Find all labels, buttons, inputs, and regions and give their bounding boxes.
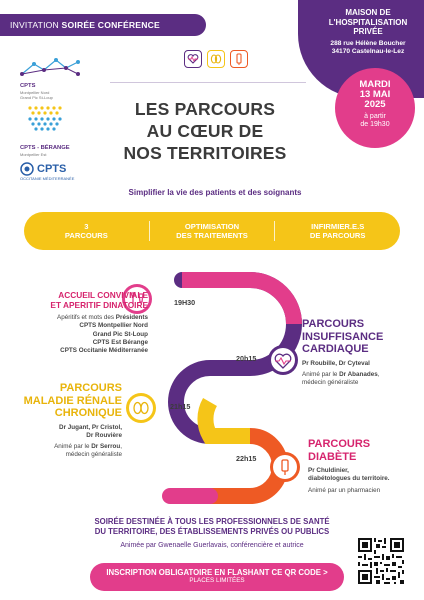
venue-name-line: L'HOSPITALISATION [328, 17, 408, 27]
block-title-line: ET APERITIF DINATOIRE [50, 300, 148, 310]
date-day-month: 13 MAI [359, 89, 391, 100]
block-text [22, 424, 122, 460]
audience-line: DU TERRITOIRE, DES ÉTABLISSEMENTS PRIVÉS OU PUBLICS [94, 527, 330, 536]
venue-name-line: MAISON DE [345, 8, 391, 17]
date-weekday: MARDI [359, 79, 391, 90]
speakers: Dr Jugant, Pr Cristol, [59, 423, 122, 431]
block-title-line: PARCOURS [59, 382, 122, 394]
block-text [302, 360, 412, 388]
title-line: AU CŒUR DE [146, 121, 264, 141]
insulin-pen-icon [268, 450, 302, 484]
heart-icon [184, 50, 202, 68]
subtitle: Simplifier la vie des patients et des soignants [128, 188, 302, 197]
highlight-line: OPTIMISATION [184, 221, 240, 231]
logo-name: CPTS [20, 83, 36, 89]
block-title-line: INSUFFISANCE [302, 330, 384, 343]
highlight-line: 3 [84, 221, 89, 231]
highlight-line: DE PARCOURS [309, 231, 366, 240]
block-title-line: MALADIE RÉNALE [23, 394, 122, 407]
logo-cpts-berange [20, 102, 90, 157]
logo-subtitle: Montpellier Est [20, 152, 47, 157]
animator-role: médecin généraliste [302, 379, 359, 387]
animator: Animé par un pharmacien [308, 486, 381, 494]
block-title [22, 382, 122, 420]
logo-subtitle: OCCITANIE MÉDITERRANÉE [20, 176, 75, 181]
animated-suffix: , [377, 370, 380, 378]
block-title-line: CHRONIQUE [54, 407, 122, 419]
title-line: NOS TERRITOIRES [123, 143, 287, 163]
insulin-pen-icon [230, 50, 248, 68]
highlight-infirmiers [275, 222, 400, 241]
block-intro: Apéritifs et mots des [57, 314, 116, 321]
block-title [308, 438, 416, 463]
venue-info [316, 8, 420, 56]
organisation: CPTS Occitanie Méditerranée [60, 347, 148, 355]
title-line: LES PARCOURS [134, 99, 276, 119]
block-maladie-renale [22, 382, 122, 460]
block-title-line: ACCUEIL CONVIVIALE [58, 290, 148, 300]
block-title-line: DIABÈTE [308, 450, 357, 463]
qr-code[interactable] [356, 536, 406, 586]
time-label: 22h15 [236, 454, 257, 463]
highlight-parcours [24, 222, 149, 241]
date-year: 2025 [364, 99, 386, 110]
kidney-icon [207, 50, 225, 68]
animator-name: Dr Abanades [339, 370, 378, 378]
organisation: CPTS Montpellier Nord [79, 322, 148, 330]
logo-subtitle: Grand Pic St-Loup [20, 95, 53, 100]
invitation-type: SOIRÉE CONFÉRENCE [61, 20, 160, 30]
divider [110, 82, 306, 83]
date-time-line: à partir [364, 113, 386, 120]
animated-suffix: , [120, 443, 122, 451]
heart-icon [266, 343, 300, 377]
organisation: Grand Pic St-Loup [92, 330, 148, 338]
date-time [335, 113, 415, 129]
audience-line: SOIRÉE DESTINÉE À TOUS LES PROFESSIONNELS DE SANTÉ [94, 517, 330, 526]
block-accueil [22, 290, 148, 355]
theme-icons [184, 50, 248, 72]
animator-name: Dr Serrou [91, 443, 121, 451]
logo-cpts-occitanie [20, 162, 90, 181]
venue-name-line: PRIVÉE [353, 27, 383, 36]
occitanie-logo-icon [20, 162, 34, 176]
registration-label: INSCRIPTION OBLIGATOIRE EN FLASHANT CE QR CODE > [106, 568, 328, 577]
logo-subtitle: Montpellier Nord [20, 90, 50, 95]
page-title [114, 98, 296, 164]
kidney-icon [124, 391, 158, 425]
block-title [22, 290, 148, 310]
speakers: diabétologues du territoire. [308, 475, 390, 483]
block-title-line: CARDIAQUE [302, 343, 369, 355]
limited-places-label: PLACES LIMITÉES [189, 577, 245, 584]
invitation-banner [0, 14, 206, 36]
registration-banner[interactable] [90, 563, 344, 591]
date-time-line: de 19h30 [360, 121, 390, 128]
block-insuffisance-cardiaque [302, 318, 412, 387]
audience-text [50, 517, 374, 537]
block-title-line: PARCOURS [308, 438, 371, 450]
speakers: Dr Rouvière [86, 431, 122, 439]
venue-name [316, 8, 420, 37]
highlight-line: INFIRMIER.E.S [311, 221, 365, 231]
block-text [22, 314, 148, 355]
venue-street: 288 rue Hélène Boucher [330, 39, 406, 47]
animated-prefix: Animé par le [54, 443, 92, 451]
block-title [302, 318, 412, 356]
speakers: Pr Chuldinier, [308, 467, 349, 474]
invitation-prefix: INVITATION [10, 20, 62, 30]
highlights-band [24, 212, 400, 250]
network-logo-icon [20, 56, 82, 78]
time-label: 19H30 [174, 298, 196, 307]
animator-role: médecin généraliste [65, 451, 122, 459]
animated-prefix: Animé par le [302, 370, 340, 378]
block-text [308, 467, 416, 495]
moderator-text: Animée par Gwenaelle Guerlavais, conférencière et autrice [120, 542, 304, 549]
block-title-line: PARCOURS [302, 318, 365, 330]
time-label: 21h15 [170, 402, 191, 411]
block-intro-bold: Présidents [115, 314, 148, 321]
time-label: 20h15 [236, 354, 257, 363]
berange-logo-icon [20, 102, 72, 140]
logo-cpts-montpellier [20, 56, 90, 100]
date-badge [335, 68, 415, 148]
organisation: CPTS Est Bérange [92, 338, 148, 346]
highlight-line: PARCOURS [64, 231, 108, 240]
block-diabete [308, 438, 416, 495]
venue-address [316, 40, 420, 57]
speakers: Pr Roubille, Dr Cyteval [302, 359, 370, 367]
highlight-line: DES TRAITEMENTS [176, 231, 248, 240]
logo-name: CPTS [37, 163, 67, 175]
venue-city: 34170 Castelnau-le-Lez [331, 47, 405, 55]
logo-name: CPTS - BÉRANGE [20, 145, 70, 151]
highlight-optimisation [150, 222, 275, 241]
